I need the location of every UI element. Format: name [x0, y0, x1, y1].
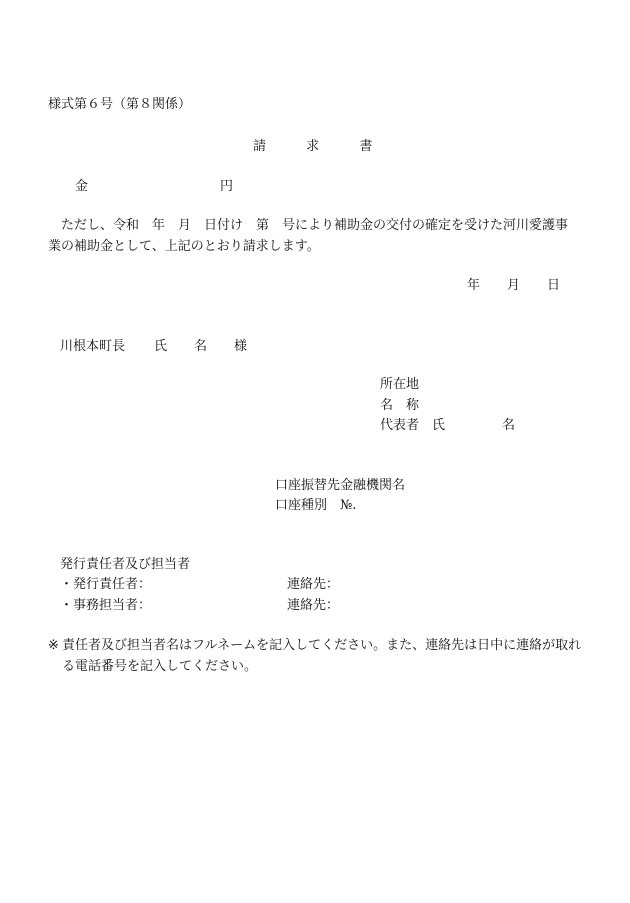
form-number: 様式第６号（第８関係）	[48, 97, 192, 112]
staff-label: ・事務担当者：	[60, 598, 152, 613]
applicant-representative-label: 代表者	[380, 418, 420, 433]
date-day: 日	[547, 278, 561, 293]
date-year: 年	[467, 278, 481, 293]
bank-account-number-label: №.	[340, 498, 357, 513]
applicant-name-label-1: 名	[380, 398, 394, 413]
title-char-3: 書	[359, 139, 373, 154]
addressee-name-2: 名	[194, 339, 208, 354]
title-char-1: 請	[253, 139, 267, 154]
footnote-text: 責任者及び担当者名はフルネームを記入してください。また、連絡先は日中に連絡が取れる電話番号を記入してください。	[62, 638, 582, 674]
applicant-rep-name-1: 氏	[432, 418, 446, 433]
issuer-label: ・発行責任者：	[60, 577, 152, 592]
addressee-name-1: 氏	[154, 339, 168, 354]
applicant-address-label: 所在地	[380, 377, 420, 392]
title-char-2: 求	[306, 139, 320, 154]
applicant-name-label-2: 称	[406, 398, 420, 413]
addressee-honorific: 様	[234, 339, 248, 354]
issuer-contact-label: 連絡先：	[287, 577, 340, 592]
applicant-rep-name-2: 名	[502, 418, 516, 433]
date-month: 月	[507, 278, 521, 293]
bank-account-type-label: 口座種別	[275, 498, 328, 513]
staff-contact-label: 連絡先：	[287, 598, 340, 613]
addressee-office: 川根本町長	[60, 339, 126, 354]
amount-label: 金	[75, 179, 89, 194]
amount-unit: 円	[220, 179, 234, 194]
footnote-mark: ※	[48, 638, 59, 653]
document-title	[253, 137, 372, 157]
request-body-text: ただし、令和 年 月 日付け 第 号により補助金の交付の確定を受けた河川愛護事業の補助金として、上記のとおり請求します。	[48, 218, 569, 254]
responsible-heading: 発行責任者及び担当者	[60, 557, 191, 572]
footnote	[48, 635, 588, 677]
bank-institution-label: 口座振替先金融機関名	[275, 478, 406, 493]
